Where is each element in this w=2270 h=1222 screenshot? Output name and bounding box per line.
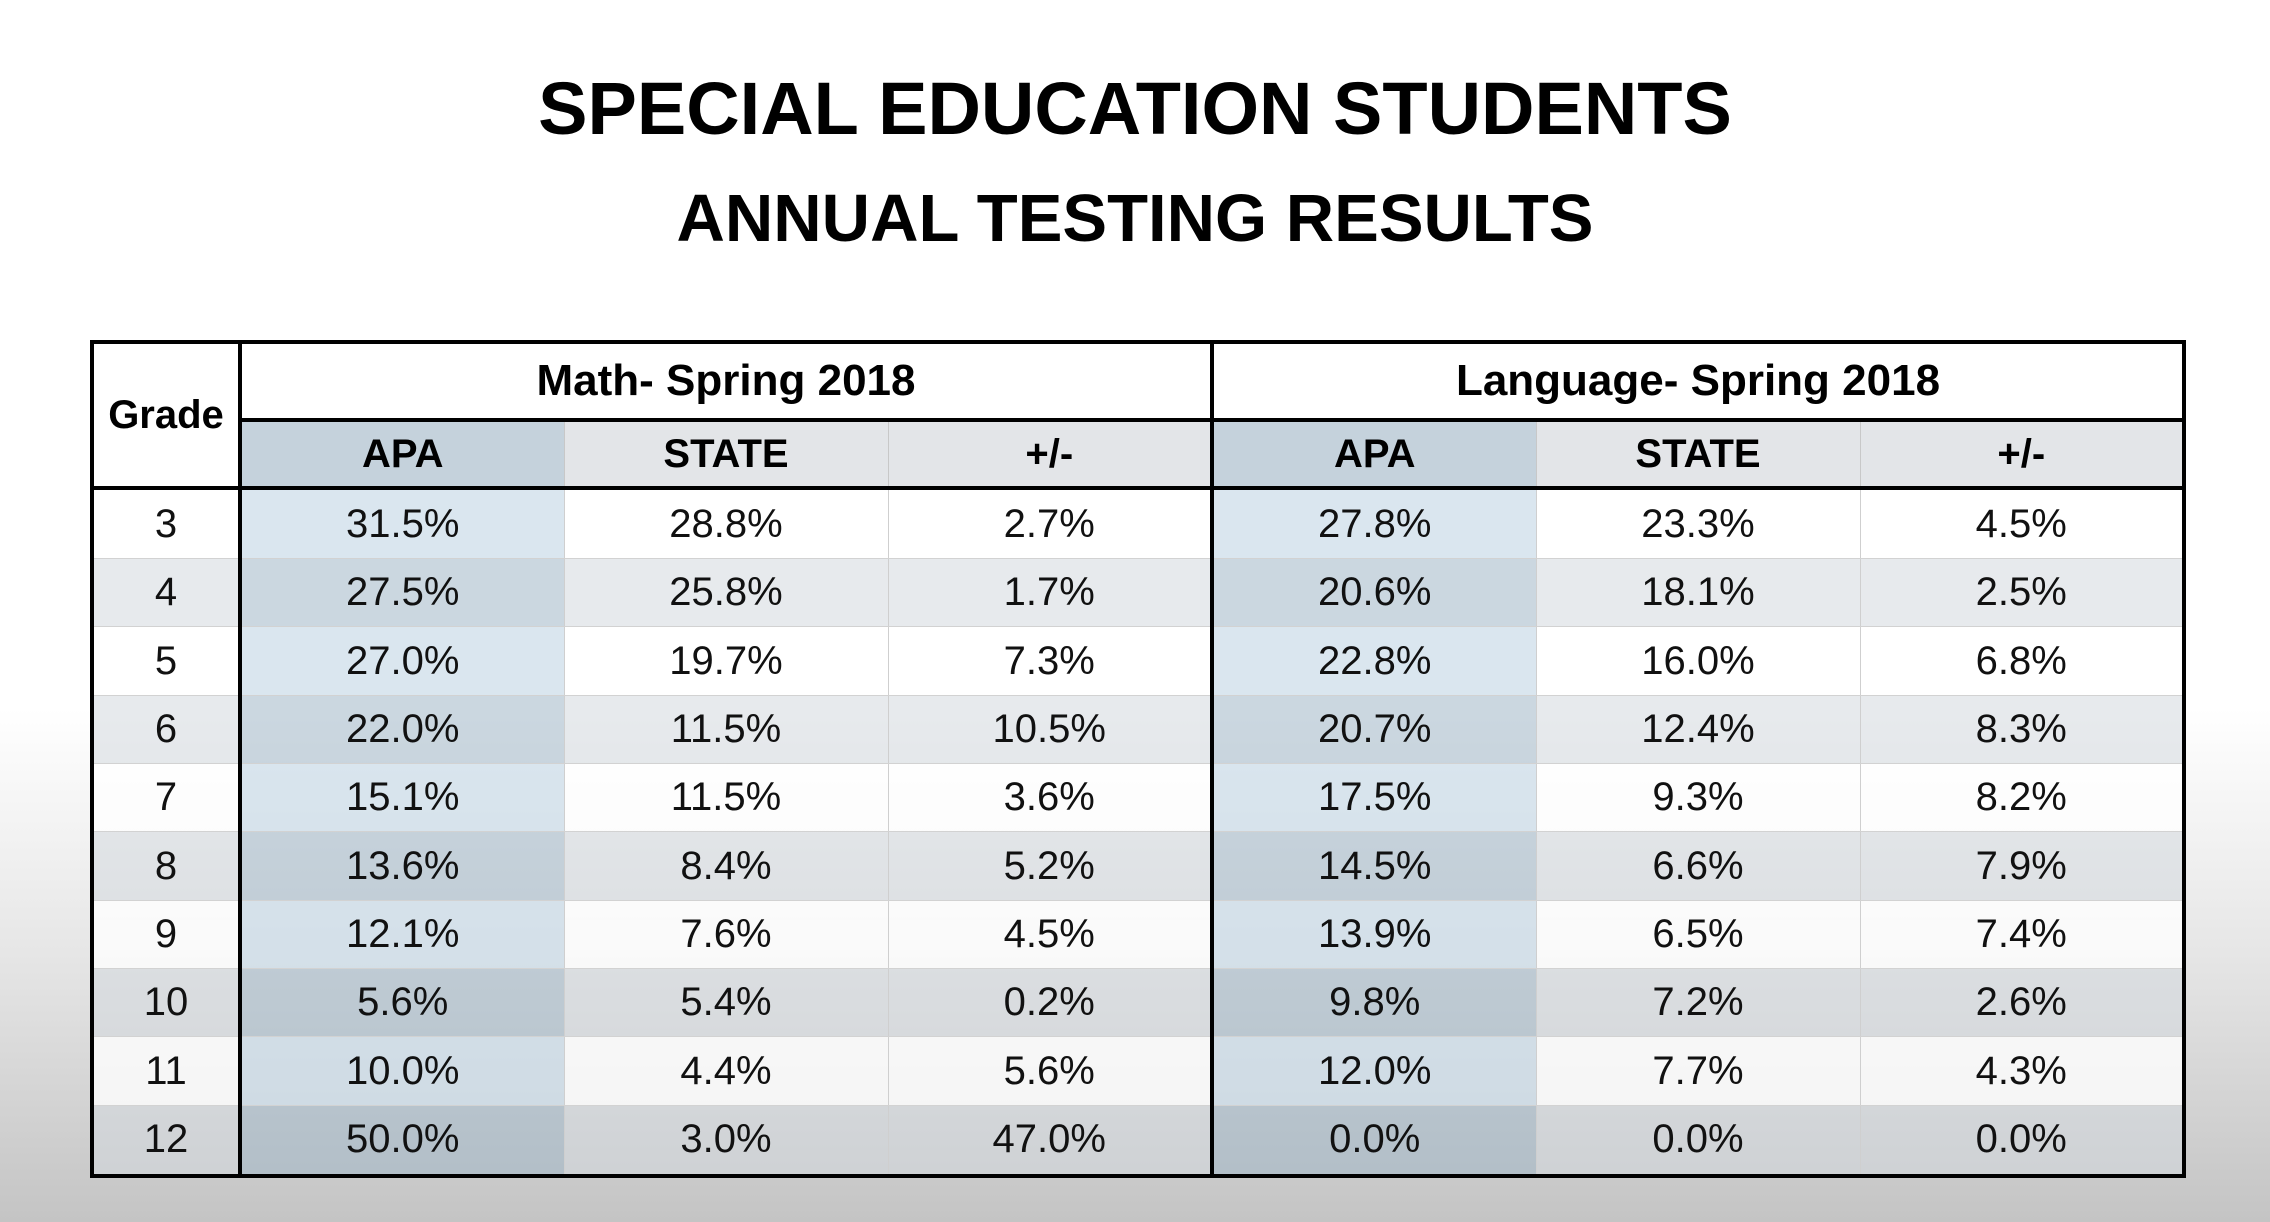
math-apa-cell: 10.0% <box>240 1037 564 1105</box>
language-state-cell: 16.0% <box>1536 627 1860 695</box>
math-diff-cell: 0.2% <box>888 969 1212 1037</box>
grade-cell: 3 <box>92 488 240 559</box>
math-diff-cell: 4.5% <box>888 900 1212 968</box>
math-apa-cell: 31.5% <box>240 488 564 559</box>
grade-cell: 8 <box>92 832 240 900</box>
math-apa-cell: 13.6% <box>240 832 564 900</box>
table-row <box>92 900 2184 968</box>
math-apa-cell: 27.5% <box>240 559 564 627</box>
results-table <box>90 340 2186 1178</box>
language-state-cell: 6.6% <box>1536 832 1860 900</box>
table-row <box>92 1037 2184 1105</box>
math-state-cell: 11.5% <box>564 764 888 832</box>
math-group-header: Math- Spring 2018 <box>240 342 1212 420</box>
math-apa-cell: 27.0% <box>240 627 564 695</box>
table-row <box>92 969 2184 1037</box>
table-row <box>92 1105 2184 1176</box>
math-state-cell: 7.6% <box>564 900 888 968</box>
math-diff-cell: 2.7% <box>888 488 1212 559</box>
table-row <box>92 559 2184 627</box>
math-apa-cell: 22.0% <box>240 695 564 763</box>
page-subtitle: ANNUAL TESTING RESULTS <box>676 181 1594 256</box>
math-diff-cell: 3.6% <box>888 764 1212 832</box>
language-state-cell: 18.1% <box>1536 559 1860 627</box>
math-state-cell: 28.8% <box>564 488 888 559</box>
language-apa-cell: 22.8% <box>1212 627 1536 695</box>
math-diff-cell: 5.6% <box>888 1037 1212 1105</box>
math-state-cell: 25.8% <box>564 559 888 627</box>
sub-header-row <box>92 420 2184 488</box>
grade-cell: 6 <box>92 695 240 763</box>
table-row <box>92 764 2184 832</box>
group-header-row <box>92 342 2184 420</box>
math-state-cell: 19.7% <box>564 627 888 695</box>
language-diff-cell: 7.9% <box>1860 832 2184 900</box>
language-diff-cell: 7.4% <box>1860 900 2184 968</box>
language-diff-cell: 4.3% <box>1860 1037 2184 1105</box>
grade-cell: 12 <box>92 1105 240 1176</box>
language-apa-cell: 9.8% <box>1212 969 1536 1037</box>
table-row <box>92 627 2184 695</box>
table-row <box>92 695 2184 763</box>
grade-cell: 5 <box>92 627 240 695</box>
language-apa-cell: 20.7% <box>1212 695 1536 763</box>
language-group-header: Language- Spring 2018 <box>1212 342 2184 420</box>
grade-cell: 7 <box>92 764 240 832</box>
math-diff-header: +/- <box>888 420 1212 488</box>
math-state-cell: 4.4% <box>564 1037 888 1105</box>
language-apa-cell: 14.5% <box>1212 832 1536 900</box>
language-apa-cell: 17.5% <box>1212 764 1536 832</box>
grade-cell: 9 <box>92 900 240 968</box>
grade-cell: 4 <box>92 559 240 627</box>
math-apa-cell: 5.6% <box>240 969 564 1037</box>
language-apa-cell: 13.9% <box>1212 900 1536 968</box>
language-state-cell: 12.4% <box>1536 695 1860 763</box>
language-diff-header: +/- <box>1860 420 2184 488</box>
page-title: SPECIAL EDUCATION STUDENTS <box>538 67 1732 150</box>
language-apa-cell: 20.6% <box>1212 559 1536 627</box>
math-state-cell: 5.4% <box>564 969 888 1037</box>
math-state-header: STATE <box>564 420 888 488</box>
language-state-header: STATE <box>1536 420 1860 488</box>
language-diff-cell: 4.5% <box>1860 488 2184 559</box>
language-diff-cell: 8.3% <box>1860 695 2184 763</box>
math-apa-cell: 12.1% <box>240 900 564 968</box>
language-apa-cell: 0.0% <box>1212 1105 1536 1176</box>
language-diff-cell: 2.6% <box>1860 969 2184 1037</box>
language-state-cell: 6.5% <box>1536 900 1860 968</box>
grade-cell: 11 <box>92 1037 240 1105</box>
math-state-cell: 3.0% <box>564 1105 888 1176</box>
math-diff-cell: 1.7% <box>888 559 1212 627</box>
language-state-cell: 23.3% <box>1536 488 1860 559</box>
language-apa-header: APA <box>1212 420 1536 488</box>
table-body <box>92 488 2184 1176</box>
language-state-cell: 7.2% <box>1536 969 1860 1037</box>
math-apa-cell: 15.1% <box>240 764 564 832</box>
grade-cell: 10 <box>92 969 240 1037</box>
language-diff-cell: 8.2% <box>1860 764 2184 832</box>
table-row <box>92 832 2184 900</box>
math-apa-header: APA <box>240 420 564 488</box>
math-diff-cell: 7.3% <box>888 627 1212 695</box>
language-apa-cell: 12.0% <box>1212 1037 1536 1105</box>
language-diff-cell: 6.8% <box>1860 627 2184 695</box>
math-diff-cell: 5.2% <box>888 832 1212 900</box>
language-diff-cell: 0.0% <box>1860 1105 2184 1176</box>
math-state-cell: 8.4% <box>564 832 888 900</box>
math-diff-cell: 47.0% <box>888 1105 1212 1176</box>
math-state-cell: 11.5% <box>564 695 888 763</box>
grade-column-header: Grade <box>92 342 240 488</box>
math-diff-cell: 10.5% <box>888 695 1212 763</box>
math-apa-cell: 50.0% <box>240 1105 564 1176</box>
language-diff-cell: 2.5% <box>1860 559 2184 627</box>
table-row <box>92 488 2184 559</box>
language-state-cell: 9.3% <box>1536 764 1860 832</box>
language-apa-cell: 27.8% <box>1212 488 1536 559</box>
language-state-cell: 7.7% <box>1536 1037 1860 1105</box>
language-state-cell: 0.0% <box>1536 1105 1860 1176</box>
